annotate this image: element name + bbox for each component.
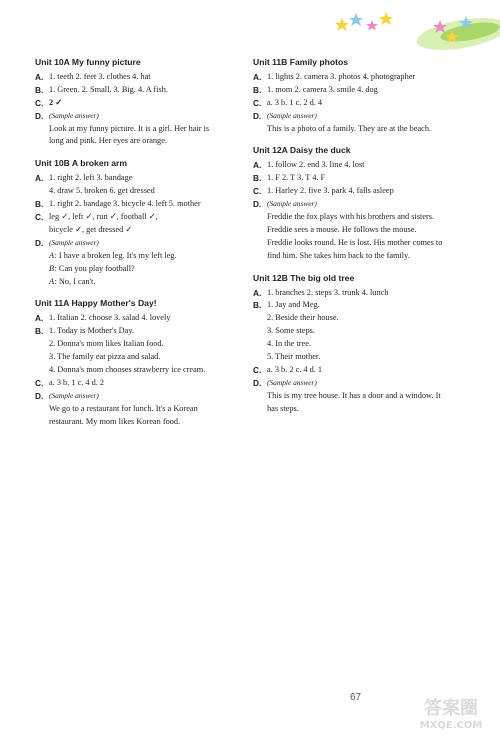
unit-title: Unit 10B A broken arm bbox=[35, 158, 128, 169]
label-d: D. bbox=[253, 110, 262, 121]
label-c: C. bbox=[35, 377, 44, 388]
answer-d-line: Freddie the fox plays with his brothers and sisters. bbox=[267, 211, 435, 221]
unit-10a bbox=[35, 56, 263, 148]
dialog-line bbox=[35, 250, 263, 263]
answer-d-line: has steps. bbox=[267, 403, 299, 413]
label-c: C. bbox=[35, 211, 44, 222]
label-b: B. bbox=[35, 84, 44, 95]
sample-answer-note: (Sample answer) bbox=[49, 237, 99, 247]
sample-answer-note: (Sample answer) bbox=[267, 377, 317, 387]
answer-a: 1. follow 2. end 3. line 4. lost bbox=[267, 160, 365, 170]
unit-12b bbox=[253, 272, 481, 416]
label-d: D. bbox=[35, 110, 44, 121]
sample-answer-note: (Sample answer) bbox=[49, 390, 99, 400]
unit-11b bbox=[253, 56, 481, 135]
unit-title: Unit 12B The big old tree bbox=[253, 272, 355, 283]
label-c: C. bbox=[253, 186, 262, 197]
left-column bbox=[35, 56, 263, 437]
answer-b: 1. F 2. T 3. T 4. F bbox=[267, 173, 326, 183]
answer-b-line: 5. Their mother. bbox=[267, 352, 321, 362]
answer-b-line: 3. The family eat pizza and salad. bbox=[49, 352, 161, 362]
right-column bbox=[253, 56, 481, 425]
label-c: C. bbox=[253, 97, 262, 108]
answer-a: 1. teeth 2. feet 3. clothes 4. hat bbox=[49, 71, 151, 81]
answer-a-line: 4. draw 5. broken 6. get dressed bbox=[49, 186, 155, 196]
answer-b-line: 4. In the tree. bbox=[267, 339, 312, 349]
answer-a: 1. branches 2. steps 3. trunk 4. lunch bbox=[267, 287, 389, 297]
label-d: D. bbox=[253, 199, 262, 210]
dialog-line bbox=[35, 263, 263, 276]
watermark-logo bbox=[407, 692, 495, 732]
label-b: B. bbox=[35, 326, 44, 337]
label-c: C. bbox=[253, 364, 262, 375]
answer-b-line: 3. Some steps. bbox=[267, 326, 315, 336]
label-b: B. bbox=[253, 300, 262, 311]
answer-c-line: bicycle ✓, get dressed ✓ bbox=[49, 224, 133, 234]
answer-b-line: 4. Donna's mom chooses strawberry ice cream. bbox=[49, 364, 206, 374]
answer-b-line: 2. Beside their house. bbox=[267, 313, 339, 323]
label-a: A. bbox=[35, 313, 44, 324]
star-icon bbox=[379, 12, 393, 25]
answer-a: 1. lights 2. camera 3. photos 4. photographer bbox=[267, 71, 416, 81]
speaker: B: bbox=[49, 263, 57, 273]
unit-title: Unit 11A Happy Mother's Day! bbox=[35, 298, 157, 309]
answer-d-line: This is my tree house. It has a door and a window. It bbox=[267, 390, 441, 400]
answer-c: a. 3 b. 2 c. 4 d. 1 bbox=[267, 364, 323, 374]
star-icon bbox=[366, 20, 378, 31]
answer-c: 2 ✓ bbox=[49, 97, 63, 107]
answer-d-line: find him. She takes him back to the family. bbox=[267, 250, 410, 260]
label-d: D. bbox=[35, 390, 44, 401]
unit-title: Unit 11B Family photos bbox=[253, 57, 349, 67]
speaker: A: bbox=[49, 276, 57, 286]
label-d: D. bbox=[253, 377, 262, 388]
answer-a: 1. right 2. left 3. bandage bbox=[49, 173, 133, 183]
page-number: 67 bbox=[350, 692, 362, 703]
header-decoration bbox=[0, 0, 500, 60]
label-b: B. bbox=[253, 173, 262, 184]
label-c: C. bbox=[35, 97, 44, 108]
star-icon bbox=[349, 13, 363, 26]
answer-b: 1. Green. 2. Small. 3. Big. 4. A fish. bbox=[49, 84, 168, 94]
dialog-text: I have a broken leg. It's my left leg. bbox=[58, 250, 177, 260]
answer-b: 1. Jay and Meg. bbox=[267, 300, 320, 310]
dialog-text: No, I can't. bbox=[58, 276, 96, 286]
answer-d-line: long and pink. Her eyes are orange. bbox=[49, 136, 167, 146]
unit-title: Unit 12A Daisy the duck bbox=[253, 145, 351, 156]
sample-answer-note: (Sample answer) bbox=[267, 110, 317, 120]
unit-title: Unit 10A My funny picture bbox=[35, 57, 141, 67]
answer-c: a. 3 b. 1 c. 2 d. 4 bbox=[267, 97, 323, 107]
sample-answer-note: (Sample answer) bbox=[267, 199, 317, 209]
label-b: B. bbox=[253, 84, 262, 95]
answer-a: 1. Italian 2. choose 3. salad 4. lovely bbox=[49, 313, 171, 323]
label-b: B. bbox=[35, 199, 44, 210]
dialog-text: Can you play football? bbox=[58, 263, 135, 273]
answer-d-line: restaurant. My mom likes Korean food. bbox=[49, 416, 181, 426]
watermark-url: MXQE.COM bbox=[419, 720, 483, 731]
unit-11a bbox=[35, 297, 263, 428]
answer-d-line: We go to a restaurant for lunch. It's a Korean bbox=[49, 403, 198, 413]
answer-c: a. 3 b. 1 c. 4 d. 2 bbox=[49, 377, 105, 387]
answer-b: 1. Today is Mother's Day. bbox=[49, 326, 135, 336]
label-a: A. bbox=[253, 160, 262, 171]
unit-10b bbox=[35, 157, 263, 288]
label-a: A. bbox=[35, 173, 44, 184]
answer-b: 1. mom 2. camera 3. smile 4. dog bbox=[267, 84, 378, 94]
answer-d-line: Look at my funny picture. It is a girl. Her hair is bbox=[49, 123, 210, 133]
answer-c: 1. Harley 2. five 3. park 4. falls asleep bbox=[267, 186, 394, 196]
star-icon bbox=[335, 18, 349, 31]
watermark-title: 答案圈 bbox=[424, 698, 478, 719]
label-a: A. bbox=[253, 71, 262, 82]
unit-12a bbox=[253, 144, 481, 262]
answer-b: 1. right 2. bandage 3. bicycle 4. left 5. mother bbox=[49, 199, 201, 209]
speaker: A: bbox=[49, 250, 57, 260]
answer-d-line: Freddie looks round. He is lost. His mother comes to bbox=[267, 237, 443, 247]
answer-d-line: This is a photo of a family. They are at the beach. bbox=[267, 123, 432, 133]
label-a: A. bbox=[35, 71, 44, 82]
label-a: A. bbox=[253, 287, 262, 298]
sample-answer-note: (Sample answer) bbox=[49, 110, 99, 120]
answer-d-line: Freddie sees a mouse. He follows the mouse. bbox=[267, 224, 417, 234]
answer-b-line: 2. Donna's mom likes Italian food. bbox=[49, 339, 164, 349]
label-d: D. bbox=[35, 237, 44, 248]
dialog-line bbox=[35, 276, 263, 289]
answer-c: leg ✓, left ✓, run ✓, football ✓, bbox=[49, 211, 158, 221]
